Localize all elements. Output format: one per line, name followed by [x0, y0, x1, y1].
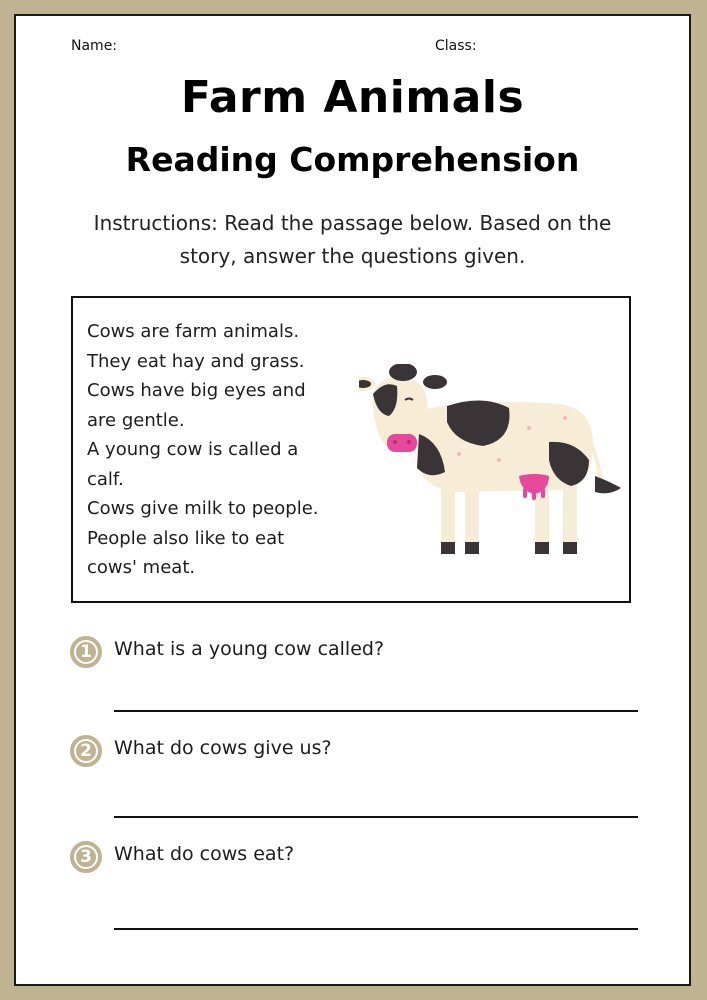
passage-line: cows' meat. — [87, 557, 196, 578]
number-badge-icon: 3 — [70, 841, 102, 873]
class-label: Class: — [435, 38, 477, 54]
passage-line: A young cow is called a — [87, 439, 299, 460]
worksheet — [14, 14, 691, 986]
passage-line: Cows give milk to people. — [87, 498, 319, 519]
passage-line: Cows are farm animals. — [87, 321, 300, 342]
name-label: Name: — [71, 38, 118, 54]
question-text: What do cows give us? — [114, 737, 332, 759]
answer-line-1[interactable] — [114, 710, 638, 712]
passage-line: are gentle. — [87, 409, 185, 431]
page-subtitle: Reading Comprehension — [125, 140, 580, 179]
passage-line: They eat hay and grass. — [87, 350, 305, 372]
page-title: Farm Animals — [180, 72, 525, 123]
number-badge-icon: 2 — [70, 735, 102, 767]
number-badge-icon: 1 — [70, 636, 102, 668]
passage-line: Cows have big eyes and — [87, 380, 306, 401]
cow-illustration — [359, 364, 627, 558]
answer-line-3[interactable] — [114, 928, 638, 930]
question-text: What is a young cow called? — [114, 638, 385, 660]
passage-line: calf. — [87, 468, 124, 490]
answer-line-2[interactable] — [114, 816, 638, 818]
passage-box — [71, 296, 631, 603]
passage-text — [87, 317, 357, 583]
instructions-text: Instructions: Read the passage below. Based on the story, answer the questions given. — [93, 211, 612, 268]
passage-line: People also like to eat — [87, 527, 285, 549]
question-text: What do cows eat? — [114, 843, 295, 865]
